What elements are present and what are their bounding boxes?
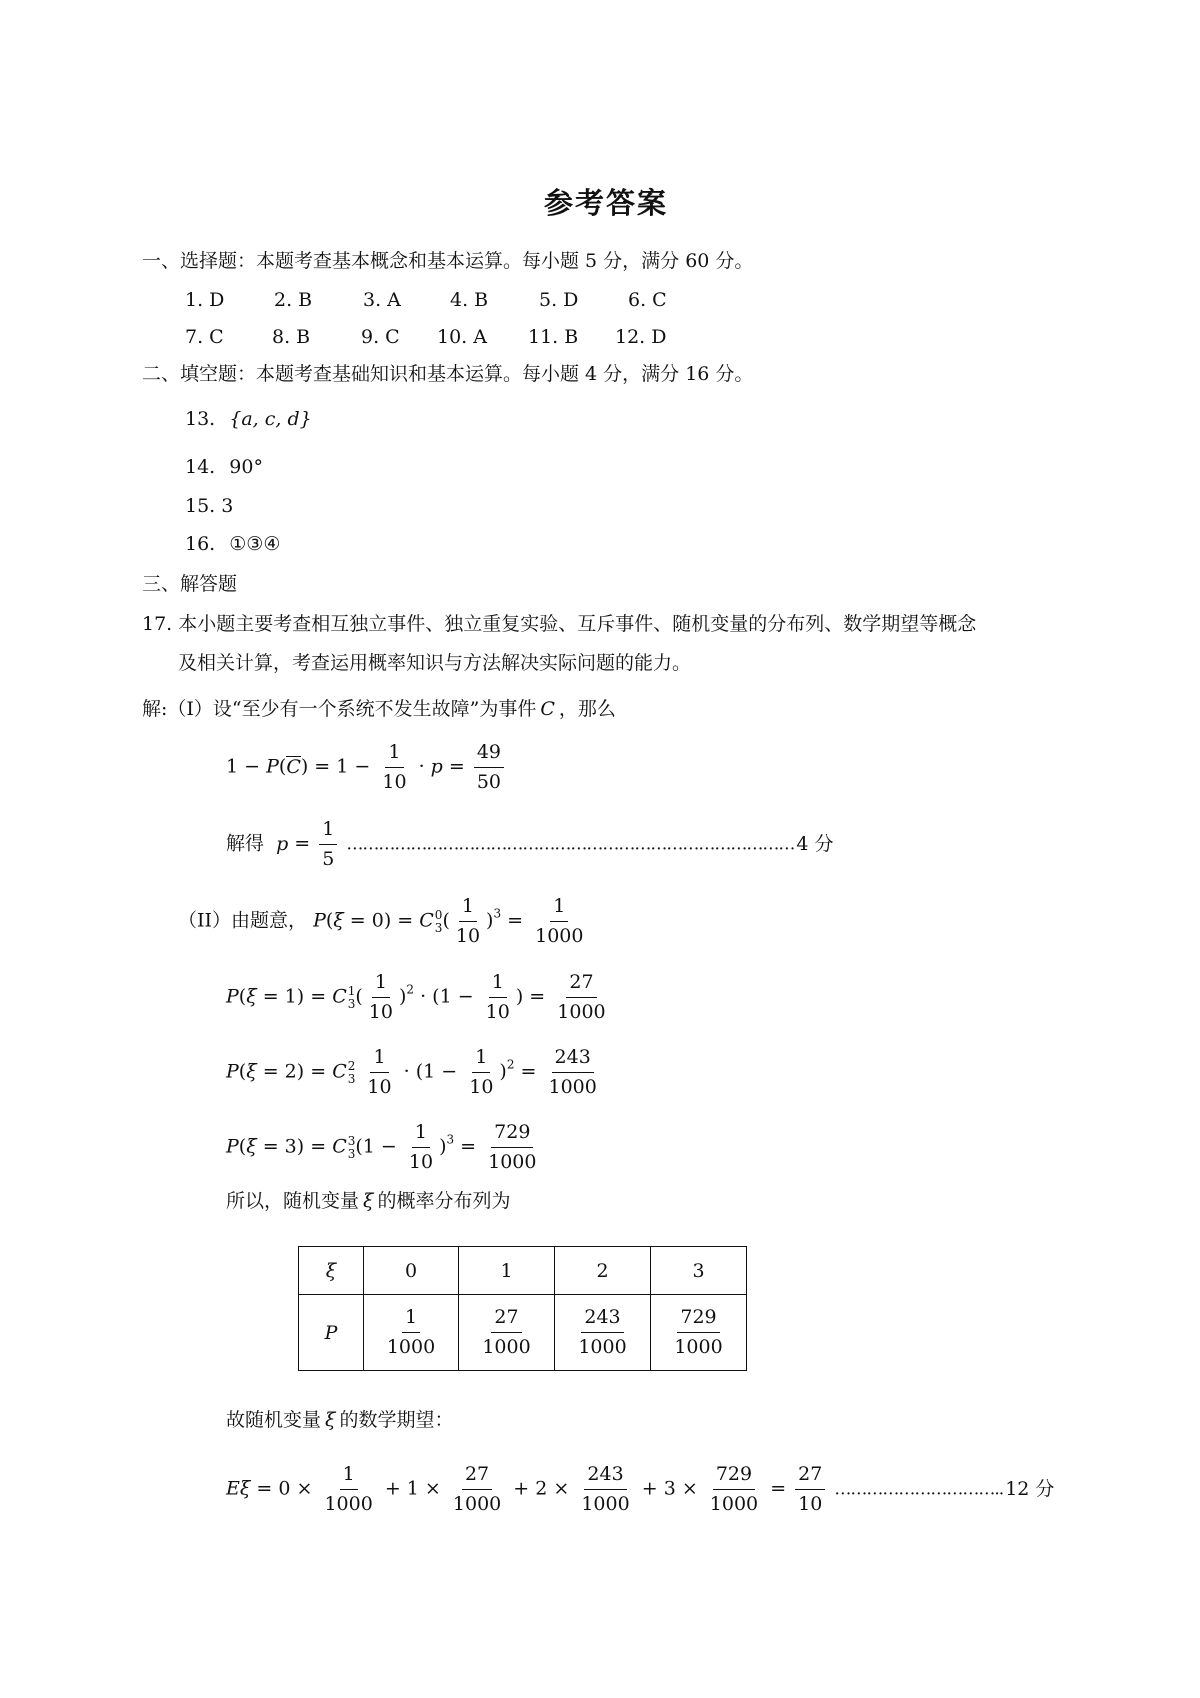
section-3-heading: 三、解答题 (142, 573, 238, 595)
answer-9: 9. C (361, 326, 400, 348)
question-16-label: 16. (185, 533, 216, 555)
fraction: $\frac{49}{50}$ (474, 743, 504, 792)
question-16 (185, 535, 280, 554)
distribution-intro: 所以，随机变量 ξ 的概率分布列为 (226, 1190, 511, 1212)
equation-xi-3: P(ξ = 3) = C 3 3 (1 − $\frac{1}{10}$ )$^3$ = $\frac{729}{1000}$ (226, 1121, 537, 1173)
table-row-label: P (299, 1295, 364, 1371)
equation-xi-2: P(ξ = 2) = C 2 3 $\frac{1}{10}$ · (1 − $\frac{1}{10}$ )$^2$ = $\frac{243}{1000}$ (226, 1046, 597, 1098)
question-16-answer: ①③④ (229, 533, 281, 555)
answer-4: 4. B (450, 289, 489, 311)
leader-dots: ………………………….. (834, 1479, 1004, 1500)
fraction: $\frac{1}{10}$ (382, 741, 407, 793)
distribution-table (298, 1246, 747, 1371)
answer-6: 6. C (628, 289, 667, 311)
q17-intro-line-2: 及相关计算，考查运用概率知识与方法解决实际问题的能力。 (178, 652, 692, 674)
table-row (299, 1295, 747, 1371)
table-cell: $\frac{729}{1000}$ (651, 1295, 747, 1371)
section-2-heading: 二、填空题：本题考查基础知识和基本运算。每小题 4 分，满分 16 分。 (142, 363, 754, 385)
question-13-answer: {a, c, d} (229, 408, 312, 430)
answer-7: 7. C (185, 326, 224, 348)
equation-part1: 1 − P(C) = 1 − $\frac{1}{10}$ · p = $\frac{49}{50}$ (226, 743, 507, 792)
table-header-cell: ξ (299, 1247, 364, 1295)
answer-1: 1. D (185, 289, 225, 311)
page-title: 参考答案 (544, 186, 669, 220)
table-header-cell: 2 (555, 1247, 651, 1295)
table-header-cell: 3 (651, 1247, 747, 1295)
question-14 (185, 458, 263, 477)
question-13 (185, 410, 312, 429)
equation-xi-0: （II）由题意， P(ξ = 0) = C 0 3 ( $\frac{1}{10}$ )$^3$ = $\frac{1}{1000}$ (178, 895, 584, 947)
solve-p-line: 解得 p = $\frac{1}{5}$ ………………………………………………………………………… 4 分 (226, 818, 834, 870)
question-14-answer: 90° (229, 456, 263, 478)
fraction: $\frac{1}{5}$ (319, 820, 337, 869)
points-4: 4 分 (796, 832, 834, 855)
question-14-label: 14. (185, 456, 216, 478)
question-13-label: 13. (185, 408, 216, 430)
expectation-equation: Eξ = 0 × $\frac{1}{1000}$ + 1 × $\frac{27}{1000}$ + 2 × $\frac{243}{1000}$ + 3 × $\frac{729}{1000}$ = $\frac{27}{10}$ ………………………….. 12 分 (226, 1463, 1055, 1515)
points-12: 12 分 (1005, 1477, 1055, 1500)
expectation-intro: 故随机变量 ξ 的数学期望： (226, 1409, 454, 1431)
table-cell: $\frac{1}{1000}$ (364, 1295, 459, 1371)
part-1-intro: 解:（I）设“至少有一个系统不发生故障”为事件 C ，那么 (142, 698, 616, 720)
section-1-heading: 一、选择题：本题考查基本概念和基本运算。每小题 5 分，满分 60 分。 (142, 250, 754, 272)
leader-dots: ………………………………………………………………………… (346, 834, 795, 855)
question-15: 15. 3 (185, 495, 234, 517)
table-header-cell: 0 (364, 1247, 459, 1295)
answer-8: 8. B (272, 326, 311, 348)
equation-xi-1: P(ξ = 1) = C 1 3 ( $\frac{1}{10}$ )$^2$ · (1 − $\frac{1}{10}$ ) = $\frac{27}{1000}$ (226, 971, 606, 1023)
answer-2: 2. B (274, 289, 313, 311)
answer-3: 3. A (363, 289, 401, 311)
table-header-row (299, 1247, 747, 1295)
answer-11: 11. B (528, 326, 579, 348)
table-header-cell: 1 (459, 1247, 555, 1295)
answer-12: 12. D (615, 326, 667, 348)
table-cell: $\frac{243}{1000}$ (555, 1295, 651, 1371)
answer-5: 5. D (539, 289, 579, 311)
table-cell: $\frac{27}{1000}$ (459, 1295, 555, 1371)
answer-10: 10. A (437, 326, 487, 348)
q17-intro-line-1: 17. 本小题主要考查相互独立事件、独立重复实验、互斥事件、随机变量的分布列、数学期望等概念 (142, 613, 977, 635)
